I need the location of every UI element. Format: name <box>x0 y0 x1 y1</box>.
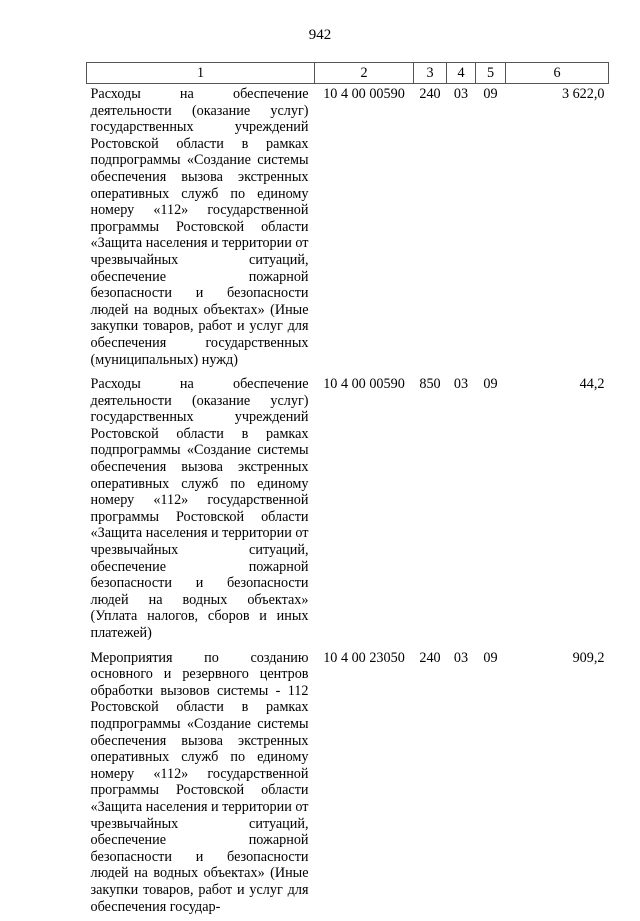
row-description: Расходы на обеспечение деятельности (оказание услуг) государственных учреждений Ростовской области в рамках подпрограммы «Создание системы обеспечения вызова экстренных оперативных служб по единому номеру «112» государственной программы Ростовской области «Защита населения и территории от чрезвычайных ситуаций, обеспечение пожарной безопасности и безопасности людей на водных объектах» (Уплата налогов, сборов и иных платежей) <box>90 376 309 641</box>
row-col4: 03 <box>453 86 469 102</box>
column-header-2: 2 <box>315 63 414 84</box>
budget-table <box>86 62 609 921</box>
table-row <box>87 84 609 375</box>
row-description: Мероприятия по созданию основного и резервного центров обработки вызовов системы - 112 Ростовской области в рамках подпрограммы «Создание системы обеспечения вызова экстренных оперативных служб по единому номеру «112» государственной программы Ростовской области «Защита населения и территории от чрезвычайных ситуаций, обеспечение пожарной безопасности и безопасности людей на водных объектах» (Иные закупки товаров, работ и услуг для обеспечения государ- <box>90 649 309 915</box>
column-header-5: 5 <box>476 63 506 84</box>
row-description: Расходы на обеспечение деятельности (оказание услуг) государственных учреждений Ростовской области в рамках подпрограммы «Создание системы обеспечения вызова экстренных оперативных служб по единому номеру «112» государственной программы Ростовской области «Защита населения и территории от чрезвычайных ситуаций, обеспечение пожарной безопасности и безопасности людей на водных объектах» (Иные закупки товаров, работ и услуг для обеспечения государственных (муниципальных) нужд) <box>90 86 309 368</box>
row-col5: 09 <box>483 376 498 393</box>
row-col5: 09 <box>483 649 498 666</box>
row-amount: 909,2 <box>572 649 605 666</box>
column-header-1: 1 <box>87 63 315 84</box>
row-col4: 03 <box>453 376 469 393</box>
row-code: 10 4 00 23050 <box>323 649 405 666</box>
row-col4: 03 <box>453 649 469 666</box>
row-col3: 240 <box>419 86 441 102</box>
column-header-4: 4 <box>447 63 476 84</box>
row-col5: 09 <box>483 86 498 102</box>
row-col3: 240 <box>419 649 441 666</box>
table-header-row <box>87 63 609 84</box>
row-code: 10 4 00 00590 <box>323 86 405 102</box>
page-number: 942 <box>308 27 332 43</box>
table-row <box>87 374 609 648</box>
column-header-6: 6 <box>506 63 609 84</box>
row-amount: 3 622,0 <box>561 86 605 102</box>
row-code: 10 4 00 00590 <box>323 376 405 393</box>
row-amount: 44,2 <box>579 376 605 393</box>
column-header-3: 3 <box>414 63 447 84</box>
table-row <box>87 648 609 921</box>
row-col3: 850 <box>419 376 441 393</box>
